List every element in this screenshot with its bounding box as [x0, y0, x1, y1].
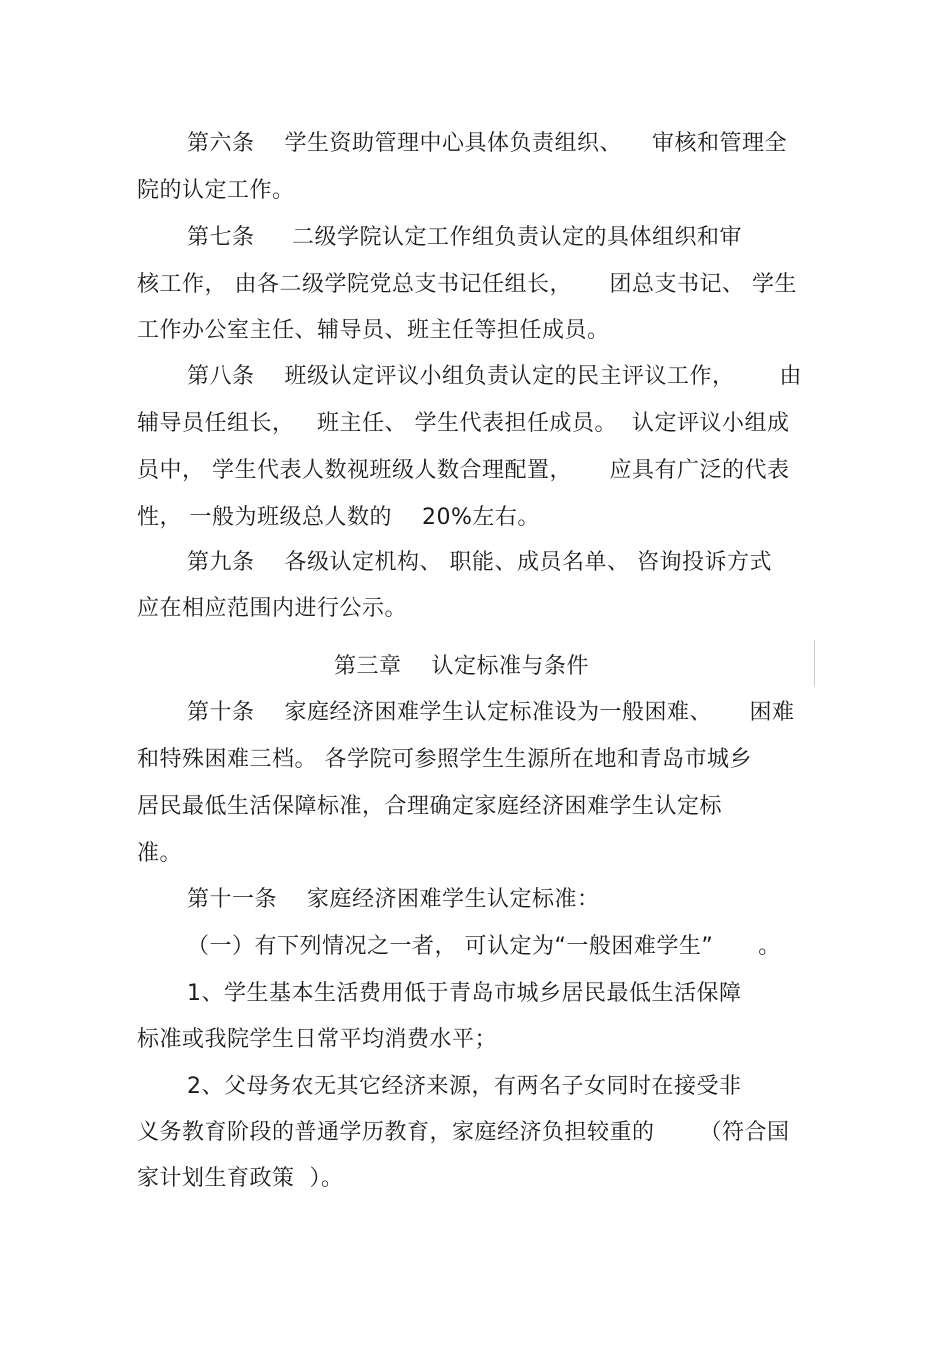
chapter-3-heading: 第三章 认定标准与条件	[334, 654, 589, 679]
article-10-line-4: 准。	[137, 841, 183, 866]
article-9-line-1: 第九条 各级认定机构、 职能、成员名单、 咨询投诉方式	[187, 550, 772, 575]
article-6-line-2: 院的认定工作。	[137, 178, 295, 203]
article-11-item-2-line-2: 义务教育阶段的普通学历教育，家庭经济负担较重的 （符合国	[137, 1120, 790, 1145]
article-10-line-3: 居民最低生活保障标准，合理确定家庭经济困难学生认定标	[137, 794, 723, 819]
margin-rule	[814, 640, 815, 686]
article-10-line-2: 和特殊困难三档。 各学院可参照学生生源所在地和青岛市城乡	[137, 747, 752, 772]
article-7-line-3: 工作办公室主任、辅导员、班主任等担任成员。	[137, 318, 610, 343]
article-11-item-1-line-1: 1、学生基本生活费用低于青岛市城乡居民最低生活保障	[187, 981, 742, 1006]
article-8-line-2: 辅导员任组长， 班主任、 学生代表担任成员。 认定评议小组成	[137, 411, 790, 436]
article-11-line-1: 第十一条 家庭经济困难学生认定标准：	[187, 887, 600, 912]
article-9-line-2: 应在相应范围内进行公示。	[137, 596, 408, 621]
article-8-line-1: 第八条 班级认定评议小组负责认定的民主评议工作， 由	[187, 364, 802, 389]
article-8-line-3: 员中， 学生代表人数视班级人数合理配置， 应具有广泛的代表	[137, 458, 790, 483]
article-6-line-1: 第六条 学生资助管理中心具体负责组织、 审核和管理全	[187, 131, 787, 156]
article-11-clause-1: （一）有下列情况之一者， 可认定为“一般困难学生” 。	[187, 934, 781, 959]
article-11-item-1-line-2: 标准或我院学生日常平均消费水平；	[137, 1027, 498, 1052]
article-11-item-2-line-1: 2、父母务农无其它经济来源，有两名子女同时在接受非	[187, 1074, 742, 1099]
article-8-line-4: 性， 一般为班级总人数的 20%左右。	[137, 505, 540, 530]
article-7-line-2: 核工作， 由各二级学院党总支书记任组长， 团总支书记、 学生	[137, 272, 797, 297]
article-10-line-1: 第十条 家庭经济困难学生认定标准设为一般困难、 困难	[187, 700, 795, 725]
article-7-line-1: 第七条 二级学院认定工作组负责认定的具体组织和审	[187, 225, 742, 250]
article-11-item-2-line-3: 家计划生育政策 ）。	[137, 1166, 344, 1191]
